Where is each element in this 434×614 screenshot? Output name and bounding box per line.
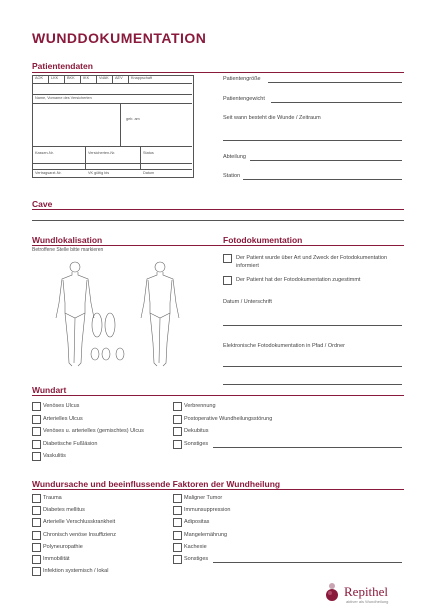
ursache-option-label: Infektion systemisch / lokal [43,568,109,575]
station-field[interactable] [243,179,402,180]
insurance-header-cell: AOK [35,76,44,80]
cave-title: Cave [32,199,53,209]
ursache-option-label: Maligner Tumor [184,495,223,501]
kassen-label: Kassen-Nr. [35,151,54,155]
ursache-checkbox[interactable] [173,543,182,552]
insurance-header-cell: IKK [83,76,90,80]
divider [32,209,404,210]
wundart-option-label: Diabetische Fußläsion [43,440,98,447]
gewicht-label: Patientengewicht [223,96,265,102]
repithel-logo-icon [322,582,342,602]
groesse-label: Patientengröße [223,76,261,82]
abteilung-label: Abteilung [223,154,246,160]
wundart-checkbox[interactable] [32,452,41,461]
wundart-checkbox[interactable] [173,415,182,424]
wundart-title: Wundart [32,385,67,395]
ursache-checkbox[interactable] [32,543,41,552]
divider [32,489,404,490]
ursache-option-label: Kachexie [184,543,207,550]
foto-pfad-field-2[interactable] [223,384,402,385]
seit-field[interactable] [223,140,402,141]
groesse-field[interactable] [268,82,402,83]
foto-consent-label: Der Patient hat der Fotodokumentation zugestimmt [236,277,361,283]
ursache-checkbox[interactable] [173,506,182,515]
insurance-header-cell: BKK [67,76,75,80]
ursache-option-label: Sonstiges [184,556,209,562]
versicherten-label: Versicherten-Nr. [88,151,116,155]
insurance-header-cell: AEV [115,76,123,80]
ursache-option-label: Immobilität [43,556,70,562]
wundart-checkbox[interactable] [173,402,182,411]
datum-label: Datum [143,171,155,175]
foto-informed-checkbox[interactable] [223,254,232,263]
wundart-option-label: Venöses Ulcus [43,403,80,409]
wundart-option-label: Verbrennung [184,403,216,409]
vk-label: VK gültig bis [88,171,110,175]
foto-pfad-field[interactable] [223,366,402,367]
lokalisation-title: Wundlokalisation [32,235,103,245]
wundart-option-label: Dekubitus [184,428,209,434]
seit-label: Seit wann besteht die Wunde / Zeitraum [223,115,321,121]
foto-datum-field[interactable] [223,325,402,326]
ursache-checkbox[interactable] [173,531,182,540]
cave-field[interactable] [32,220,404,221]
ursache-option-label: Arterielle Verschlusskrankheit [43,519,116,526]
lokalisation-subtitle: Betroffene Stelle bitte markieren [32,247,104,253]
foto-pfad-label: Elektronische Fotodokumentation in Pfad / Ordner [223,343,345,349]
ursache-title: Wundursache und beeinflussende Faktoren der Wundheilung [32,479,281,489]
brand-tagline: aktiver als Wundheilung [346,599,389,604]
ursache-option-label: Immunsuppression [184,507,231,514]
insurance-header-cell: VdAK [99,76,109,80]
wundart-checkbox[interactable] [173,440,182,449]
ursache-option-label: Mangelernährung [184,531,228,538]
foto-title: Fotodokumentation [223,235,303,245]
wundart-option-label: Venöses u. arterielles (gemischtes) Ulcus [43,428,144,434]
wundart-checkbox[interactable] [173,427,182,436]
patient-section-title: Patientendaten [32,61,93,71]
abteilung-field[interactable] [250,160,402,161]
ursache-option-label: Chronisch venöse Insuffizienz [43,531,116,538]
vertragsarzt-label: Vertragsarzt-Nr. [35,171,62,175]
ursache-checkbox[interactable] [173,555,182,564]
brand-name: Repithel [344,584,389,599]
ursache-checkbox[interactable] [173,518,182,527]
gewicht-field[interactable] [271,102,402,103]
divider [32,72,404,73]
status-label: Status [143,151,154,155]
ursache-checkbox[interactable] [32,518,41,527]
ursache-option-label: Diabetes mellitus [43,507,85,514]
ursache-checkbox[interactable] [32,494,41,503]
sonstiges-field[interactable] [213,562,402,563]
ursache-checkbox[interactable] [32,555,41,564]
divider [32,395,404,396]
wundart-option-label: Vaskulitis [43,453,66,459]
ursache-checkbox[interactable] [32,531,41,540]
name-label: Name, Vorname des Versicherten [35,96,92,100]
foto-consent-checkbox[interactable] [223,276,232,285]
wundart-option-label: Sonstiges [184,440,209,447]
geb-label: geb. am [126,117,140,121]
body-diagram[interactable] [50,258,200,378]
ursache-option-label: Trauma [43,495,62,501]
ursache-option-label: Adipositas [184,519,210,526]
wundart-option-label: Arterielles Ulcus [43,415,83,422]
page-title: WUNDDOKUMENTATION [32,30,207,46]
insurance-header-cell: Knappschaft [131,76,153,80]
ursache-checkbox[interactable] [32,506,41,515]
ursache-checkbox[interactable] [173,494,182,503]
wundart-checkbox[interactable] [32,427,41,436]
foto-datum-label: Datum / Unterschrift [223,299,272,305]
wundart-checkbox[interactable] [32,440,41,449]
station-label: Station [223,173,241,179]
wundart-option-label: Postoperative Wundheilungsstörung [184,415,273,422]
insurance-header-cell: LKK [51,76,59,80]
sonstiges-field[interactable] [213,447,402,448]
foto-informed-label: Der Patient wurde über Art und Zweck der Fotodokumentation informiert [236,255,388,269]
wundart-checkbox[interactable] [32,402,41,411]
ursache-option-label: Polyneuropathie [43,543,83,550]
wundart-checkbox[interactable] [32,415,41,424]
divider [32,245,404,246]
ursache-checkbox[interactable] [32,567,41,576]
